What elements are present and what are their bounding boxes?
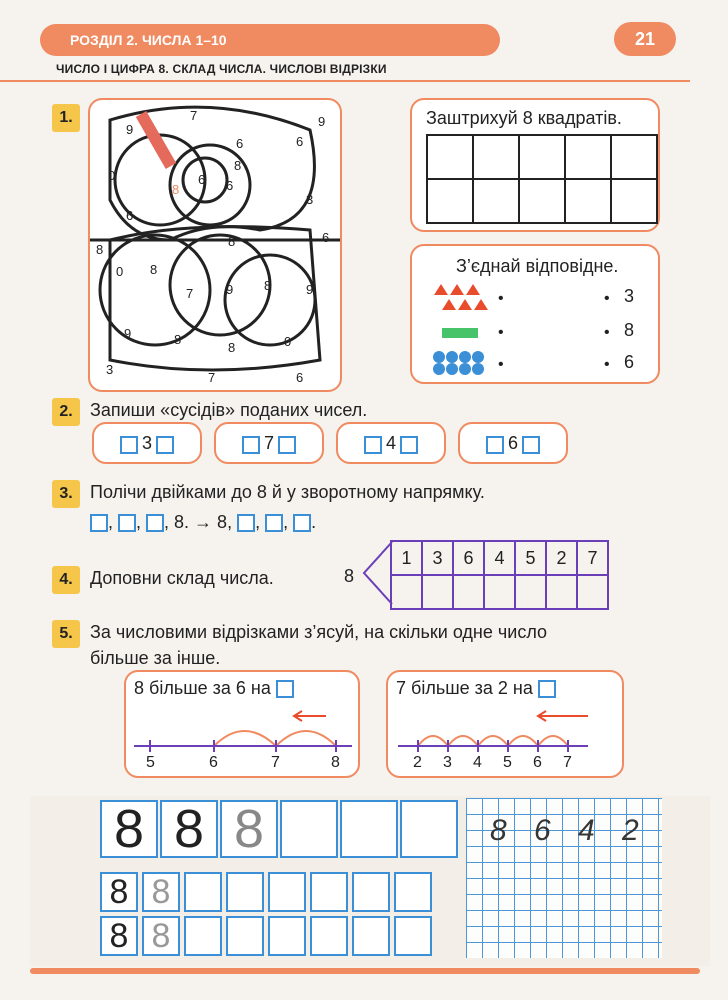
green-squares-icon <box>442 328 478 338</box>
match-dot[interactable]: • <box>498 356 504 373</box>
part-cell: 3 <box>422 541 453 575</box>
puzzle-digit: 9 <box>306 282 314 297</box>
tick-label: 8 <box>331 754 340 771</box>
neighbors-box <box>214 422 324 464</box>
puzzle-digit: 9 <box>226 282 234 297</box>
puzzle-digit: 9 <box>126 122 134 137</box>
answer-box[interactable] <box>118 514 136 532</box>
answer-box[interactable] <box>90 514 108 532</box>
tick-label: 6 <box>533 754 542 771</box>
trace-tile[interactable]: 8 <box>100 800 158 858</box>
answer-box[interactable] <box>276 680 294 698</box>
write-cell[interactable] <box>352 872 390 912</box>
answer-box[interactable] <box>538 680 556 698</box>
task-instruction: Полічи двійками до 8 й у зворотному напрямку. <box>90 482 485 502</box>
part-cell: 5 <box>515 541 546 575</box>
puzzle-digit: 8 <box>264 278 272 293</box>
task-number: 4. <box>52 566 80 594</box>
tick-label: 3 <box>443 754 452 771</box>
write-cell[interactable]: 8 <box>142 916 180 956</box>
puzzle-digit: 8 <box>96 242 104 257</box>
grid-digit: 2 <box>622 814 639 847</box>
write-cell[interactable] <box>394 916 432 956</box>
write-cell[interactable] <box>268 916 306 956</box>
write-cell[interactable] <box>226 916 264 956</box>
hidden-number-puzzle <box>88 98 342 392</box>
number-line-panel <box>386 670 624 778</box>
match-dot[interactable]: • <box>604 356 610 373</box>
match-dot[interactable]: • <box>498 290 504 307</box>
answer-box[interactable] <box>486 436 504 454</box>
topic-title: ЧИСЛО І ЦИФРА 8. СКЛАД ЧИСЛА. ЧИСЛОВІ ВІДРІЗКИ <box>56 62 387 76</box>
dot-tile[interactable] <box>400 800 458 858</box>
answer-box[interactable] <box>156 436 174 454</box>
header-divider <box>0 80 690 82</box>
answer-cell[interactable] <box>391 575 422 609</box>
tick-label: 5 <box>503 754 512 771</box>
task-number: 1. <box>52 104 80 132</box>
blue-circles-icon <box>432 350 492 376</box>
answer-box[interactable] <box>293 514 311 532</box>
given-number: 3 <box>141 433 152 453</box>
write-cell[interactable] <box>310 916 348 956</box>
writing-row <box>100 872 440 912</box>
puzzle-digit: 6 <box>198 172 206 187</box>
puzzle-digit: 3 <box>106 362 114 377</box>
tick-label: 6 <box>209 754 218 771</box>
whole-number: 8 <box>344 566 355 586</box>
part-cell: 6 <box>453 541 484 575</box>
task-instruction: За числовими відрізками з’ясуй, на скільки одне число <box>90 622 548 642</box>
writing-row <box>100 916 440 956</box>
number-line <box>126 702 358 776</box>
task-number: 2. <box>52 398 80 426</box>
match-instruction: З’єднай відповідне. <box>456 256 619 276</box>
write-cell[interactable]: 8 <box>100 872 138 912</box>
match-dot[interactable]: • <box>604 290 610 307</box>
shade-squares-panel <box>410 98 660 232</box>
part-cell: 4 <box>484 541 515 575</box>
puzzle-digit: 8 <box>234 158 242 173</box>
write-cell[interactable] <box>394 872 432 912</box>
dot-tile[interactable] <box>280 800 338 858</box>
given-number: 7 <box>263 433 274 453</box>
answer-cell[interactable] <box>515 575 546 609</box>
write-cell[interactable] <box>268 872 306 912</box>
answer-box[interactable] <box>400 436 418 454</box>
answer-box[interactable] <box>120 436 138 454</box>
task-number: 5. <box>52 620 80 648</box>
puzzle-digit: 3 <box>306 192 314 207</box>
write-cell[interactable] <box>310 872 348 912</box>
puzzle-digit: 7 <box>208 370 216 385</box>
answer-box[interactable] <box>146 514 164 532</box>
answer-box[interactable] <box>237 514 255 532</box>
puzzle-digit: 0 <box>284 334 292 349</box>
write-cell[interactable]: 8 <box>100 916 138 956</box>
shade-instruction: Заштрихуй 8 квадратів. <box>426 108 622 128</box>
answer-box[interactable] <box>278 436 296 454</box>
puzzle-digit: 6 <box>236 136 244 151</box>
puzzle-digit: 6 <box>322 230 330 245</box>
match-dot[interactable]: • <box>604 324 610 341</box>
answer-box[interactable] <box>265 514 283 532</box>
neighbors-box <box>336 422 446 464</box>
answer-cell[interactable] <box>453 575 484 609</box>
sequence-text: 8. → 8, <box>174 512 233 532</box>
puzzle-digit: 0 <box>116 264 124 279</box>
page-number: 21 <box>614 22 676 56</box>
tick-label: 5 <box>146 754 155 771</box>
answer-cell[interactable] <box>577 575 608 609</box>
answer-box[interactable] <box>364 436 382 454</box>
write-cell[interactable] <box>184 872 222 912</box>
writing-grid[interactable] <box>466 798 662 958</box>
write-cell[interactable]: 8 <box>142 872 180 912</box>
given-number: 4 <box>385 433 396 453</box>
part-cell: 2 <box>546 541 577 575</box>
write-cell[interactable] <box>184 916 222 956</box>
puzzle-digit: 6 <box>226 178 234 193</box>
task-instruction-cont: більше за інше. <box>90 648 221 668</box>
answer-box[interactable] <box>242 436 260 454</box>
puzzle-digit: 8 <box>150 262 158 277</box>
puzzle-digit: 8 <box>174 332 182 347</box>
composition-table <box>390 540 609 610</box>
triangles-icon <box>432 282 492 312</box>
dot-tile[interactable] <box>340 800 398 858</box>
puzzle-digit: 8 <box>172 182 180 197</box>
footer-bar <box>30 968 700 974</box>
puzzle-digit: 9 <box>318 114 326 129</box>
grid-digit: 8 <box>490 814 507 847</box>
match-number: 8 <box>624 320 635 340</box>
answer-cell[interactable] <box>546 575 577 609</box>
task-instruction: Доповни склад числа. <box>90 568 274 588</box>
trace-tile[interactable]: 8 <box>220 800 278 858</box>
write-cell[interactable] <box>352 916 390 956</box>
count-sequence: , , , 8. → 8, , , . <box>90 512 316 533</box>
puzzle-digit: 8 <box>228 234 236 249</box>
puzzle-digit: 8 <box>228 340 236 355</box>
tick-label: 7 <box>563 754 572 771</box>
match-number: 6 <box>624 352 635 372</box>
neighbors-box <box>458 422 568 464</box>
write-cell[interactable] <box>226 872 264 912</box>
puzzle-digit: 6 <box>296 134 304 149</box>
puzzle-digit: 9 <box>124 326 132 341</box>
tick-label: 2 <box>413 754 422 771</box>
puzzle-digit: 7 <box>186 286 194 301</box>
task-instruction: Запиши «сусідів» поданих чисел. <box>90 400 368 420</box>
part-cell: 7 <box>577 541 608 575</box>
number-line-panel <box>124 670 360 778</box>
match-dot[interactable]: • <box>498 324 504 341</box>
answer-box[interactable] <box>522 436 540 454</box>
section-title: РОЗДІЛ 2. ЧИСЛА 1–10 <box>70 32 227 48</box>
trace-tile[interactable]: 8 <box>160 800 218 858</box>
puzzle-digit: 6 <box>296 370 304 385</box>
compare-label: 8 більше за 6 на <box>134 678 294 699</box>
answer-cell[interactable] <box>422 575 453 609</box>
match-panel <box>410 244 660 384</box>
compare-label: 7 більше за 2 на <box>396 678 556 699</box>
match-number: 3 <box>624 286 635 306</box>
tick-label: 7 <box>271 754 280 771</box>
answer-cell[interactable] <box>484 575 515 609</box>
puzzle-digit: 7 <box>190 108 198 123</box>
grid-digit: 6 <box>534 814 551 847</box>
shade-grid[interactable] <box>426 134 658 224</box>
part-cell: 1 <box>391 541 422 575</box>
neighbors-box <box>92 422 202 464</box>
tick-label: 4 <box>473 754 482 771</box>
puzzle-digit: 6 <box>126 208 134 223</box>
grid-digit: 4 <box>578 814 595 847</box>
task-number: 3. <box>52 480 80 508</box>
given-number: 6 <box>507 433 518 453</box>
puzzle-digit: 0 <box>108 168 116 183</box>
